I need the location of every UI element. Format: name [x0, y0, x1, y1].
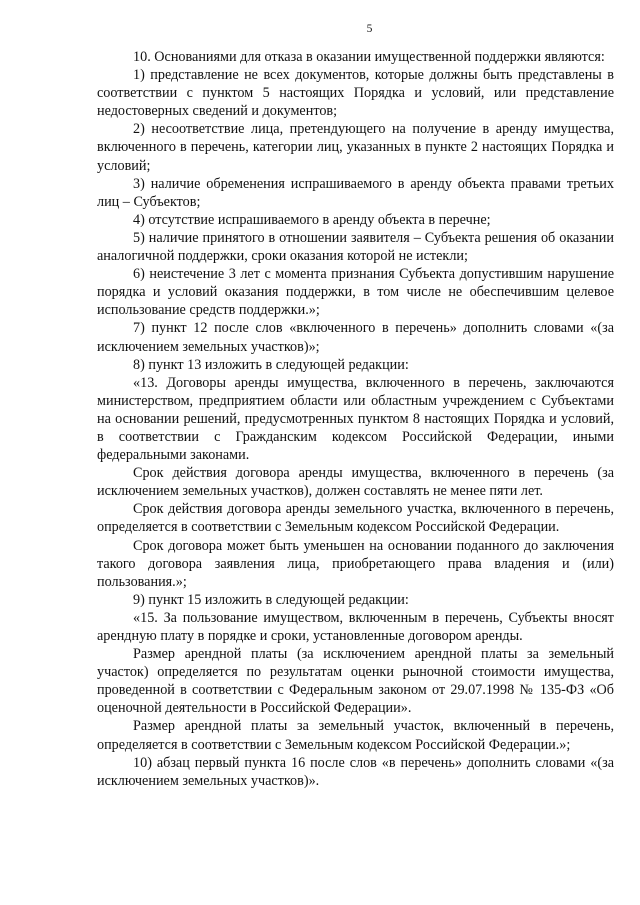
document-body: [97, 48, 614, 790]
paragraph: Размер арендной платы (за исключением арендной платы за земельный участок) определяется по результатам оценки рыночной стоимости имущества, проведенной в соответствии с Федеральным законом от 29.07.1998 № 135-ФЗ «Об оценочной деятельности в Российской Федерации».: [97, 646, 614, 717]
paragraph: 8) пункт 13 изложить в следующей редакции:: [133, 356, 409, 373]
paragraph: Срок договора может быть уменьшен на основании поданного до заключения такого договора заявления лица, приобретающего права владения и (или) пользования.»;: [97, 537, 614, 590]
paragraph: 6) неистечение 3 лет с момента признания Субъекта допустившим нарушение порядка и условий оказания поддержки, в том числе не обеспечившим целевое использование средств поддержки.»;: [97, 266, 614, 319]
paragraph: 10) абзац первый пункта 16 после слов «в перечень» дополнить словами «(за исключением земельных участков)».: [97, 754, 614, 789]
paragraph: «13. Договоры аренды имущества, включенного в перечень, заключаются министерством, предприятием области или областным учреждением с Субъектами на основании решений, предусмотренных пунктом 8 настоящих Порядка и условий, в соответствии с Гражданским кодексом Российской Федерации, иными федеральными законами.: [97, 374, 614, 464]
paragraph: 7) пункт 12 после слов «включенного в перечень» дополнить словами «(за исключением земельных участков)»;: [97, 320, 614, 355]
paragraph: 4) отсутствие испрашиваемого в аренду объекта в перечне;: [133, 211, 491, 228]
paragraph: 5) наличие принятого в отношении заявителя – Субъекта решения об оказании аналогичной поддержки, сроки оказания которой не истекли;: [97, 229, 614, 265]
page-number: 5: [366, 23, 373, 35]
paragraph: 9) пункт 15 изложить в следующей редакции:: [133, 591, 409, 608]
paragraph: Срок действия договора аренды земельного участка, включенного в перечень, определяется в соответствии с Земельным кодексом Российской Федерации.: [97, 501, 614, 536]
paragraph: 10. Основаниями для отказа в оказании имущественной поддержки являются:: [133, 49, 605, 65]
paragraph: 2) несоответствие лица, претендующего на получение в аренду имущества, включенного в перечень, категории лиц, указанных в пункте 2 настоящих Порядка и условий;: [97, 121, 614, 174]
paragraph: Размер арендной платы за земельный участок, включенный в перечень, определяется в соответствии с Земельным кодексом Российской Федерации.»;: [97, 718, 614, 753]
paragraph: «15. За пользование имуществом, включенным в перечень, Субъекты вносят арендную плату в порядке и сроки, установленные договором аренды.: [97, 609, 614, 644]
paragraph: Срок действия договора аренды имущества, включенного в перечень (за исключением земельных участков), должен составлять не менее пяти лет.: [97, 465, 614, 500]
paragraph: 3) наличие обременения испрашиваемого в аренду объекта правами третьих лиц – Субъектов;: [97, 175, 614, 210]
paragraph: 1) представление не всех документов, которые должны быть представлены в соответствии с пунктом 5 настоящих Порядка и условий, или представление недостоверных сведений и документов;: [97, 67, 614, 120]
